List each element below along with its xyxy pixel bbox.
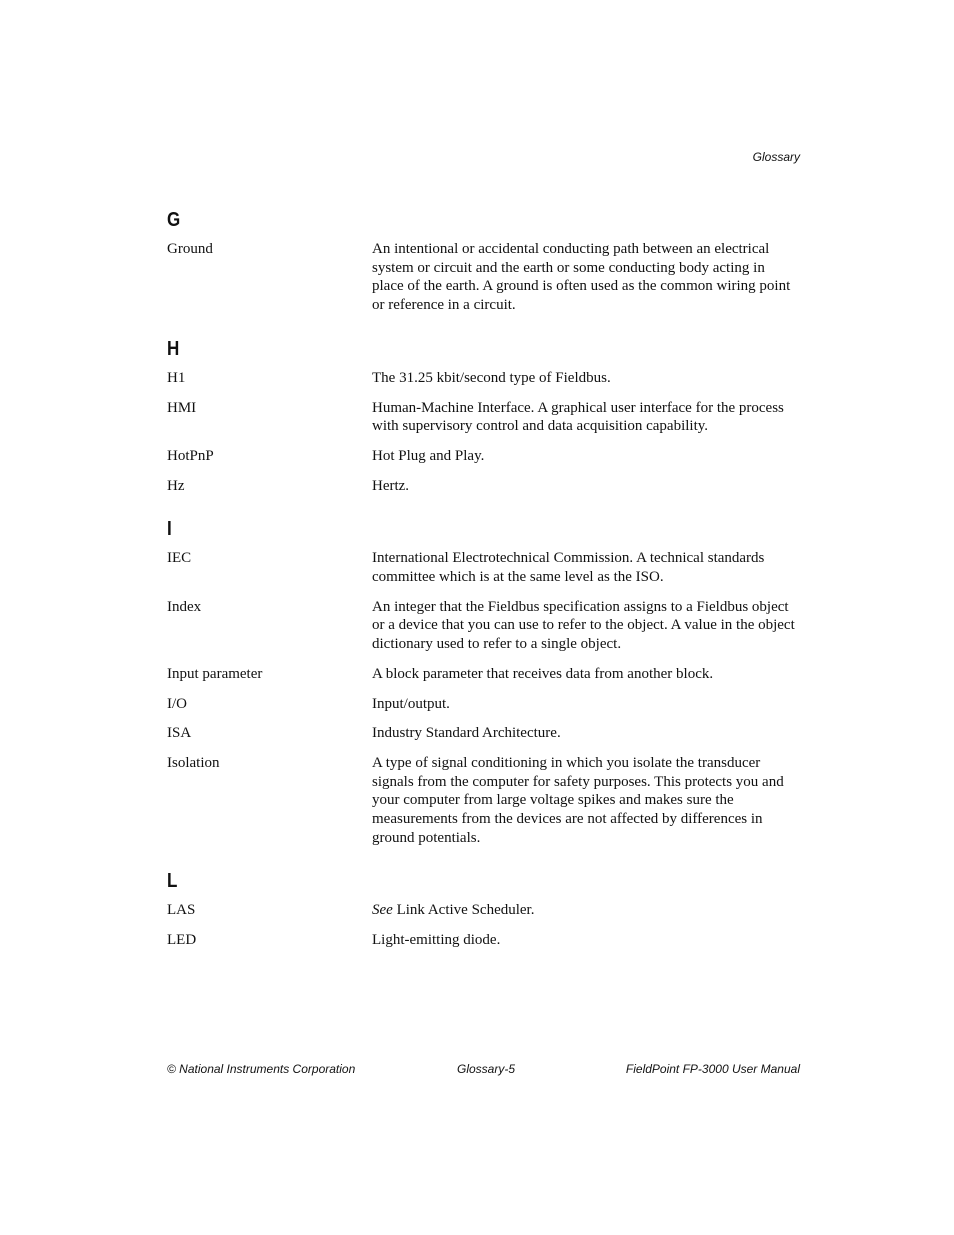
glossary-definition: Hertz. bbox=[372, 477, 410, 494]
glossary-term: HotPnP bbox=[167, 447, 214, 464]
section-g bbox=[167, 206, 800, 315]
glossary-definition bbox=[372, 901, 800, 920]
glossary-entry bbox=[167, 598, 800, 654]
glossary-entry bbox=[167, 477, 800, 496]
page-header bbox=[167, 150, 800, 164]
glossary-term: LAS bbox=[167, 902, 196, 919]
see-reference-prefix: See bbox=[372, 902, 393, 919]
glossary-entry bbox=[167, 724, 800, 743]
glossary-term: H1 bbox=[167, 369, 186, 386]
header-title: Glossary bbox=[752, 150, 800, 164]
footer-manual-title: FieldPoint FP-3000 User Manual bbox=[625, 1062, 800, 1076]
section-h bbox=[167, 335, 800, 496]
section-i bbox=[167, 515, 800, 847]
cross-reference-text: Link Active Scheduler. bbox=[396, 902, 535, 919]
glossary-entry bbox=[167, 369, 800, 388]
glossary-definition: The 31.25 kbit/second type of Fieldbus. bbox=[372, 369, 611, 386]
glossary-entry bbox=[167, 901, 800, 920]
glossary-definition: A type of signal conditioning in which you isolate the transducer signals from the computer for safety purposes. This protects you and your computer from large voltage spikes and makes sure the measurements from the devices are not affected by differences in ground potentials. bbox=[372, 754, 784, 846]
glossary-term: IEC bbox=[167, 550, 192, 567]
glossary-term: Isolation bbox=[167, 754, 220, 771]
glossary-definition: Input/output. bbox=[372, 695, 450, 712]
glossary-entry bbox=[167, 240, 800, 315]
glossary-entry bbox=[167, 549, 800, 586]
glossary-entry bbox=[167, 695, 800, 714]
footer-copyright: © National Instruments Corporation bbox=[167, 1062, 356, 1076]
glossary-term: Input parameter bbox=[167, 665, 263, 682]
footer-page-number: Glossary-5 bbox=[457, 1062, 516, 1076]
glossary-definition: An intentional or accidental conducting path between an electrical system or circuit and the earth or some conducting body acting in place of the earth. A ground is often used as the common wiring point or reference in a circuit. bbox=[372, 241, 791, 314]
glossary-term: HMI bbox=[167, 399, 197, 416]
glossary-term: LED bbox=[167, 932, 197, 949]
glossary-definition: An integer that the Fieldbus specification assigns to a Fieldbus object or a device that you can use to refer to the object. A value in the object dictionary used to refer to a single object. bbox=[372, 598, 795, 653]
section-letter: H bbox=[167, 337, 180, 360]
glossary-term: Hz bbox=[167, 477, 185, 494]
glossary-entry bbox=[167, 665, 800, 684]
glossary-content bbox=[167, 206, 800, 970]
glossary-definition: Human-Machine Interface. A graphical user interface for the process with supervisory control and data acquisition capability. bbox=[372, 399, 784, 435]
section-letter: L bbox=[167, 870, 178, 893]
glossary-entry bbox=[167, 399, 800, 436]
section-letter: I bbox=[167, 518, 172, 541]
glossary-entry bbox=[167, 447, 800, 466]
page-footer bbox=[167, 1062, 800, 1078]
glossary-definition: Industry Standard Architecture. bbox=[372, 725, 561, 742]
glossary-definition: Hot Plug and Play. bbox=[372, 447, 485, 464]
section-letter: G bbox=[167, 209, 181, 231]
glossary-term: Index bbox=[167, 598, 202, 615]
glossary-definition: A block parameter that receives data from another block. bbox=[372, 665, 714, 682]
section-l bbox=[167, 867, 800, 949]
glossary-entry bbox=[167, 931, 800, 950]
glossary-term: Ground bbox=[167, 241, 213, 257]
glossary-term: I/O bbox=[167, 695, 187, 712]
glossary-entry bbox=[167, 754, 800, 848]
glossary-term: ISA bbox=[167, 725, 192, 742]
glossary-definition: Light-emitting diode. bbox=[372, 932, 501, 949]
glossary-definition: International Electrotechnical Commission. A technical standards committee which is at the same level as the ISO. bbox=[372, 550, 765, 586]
